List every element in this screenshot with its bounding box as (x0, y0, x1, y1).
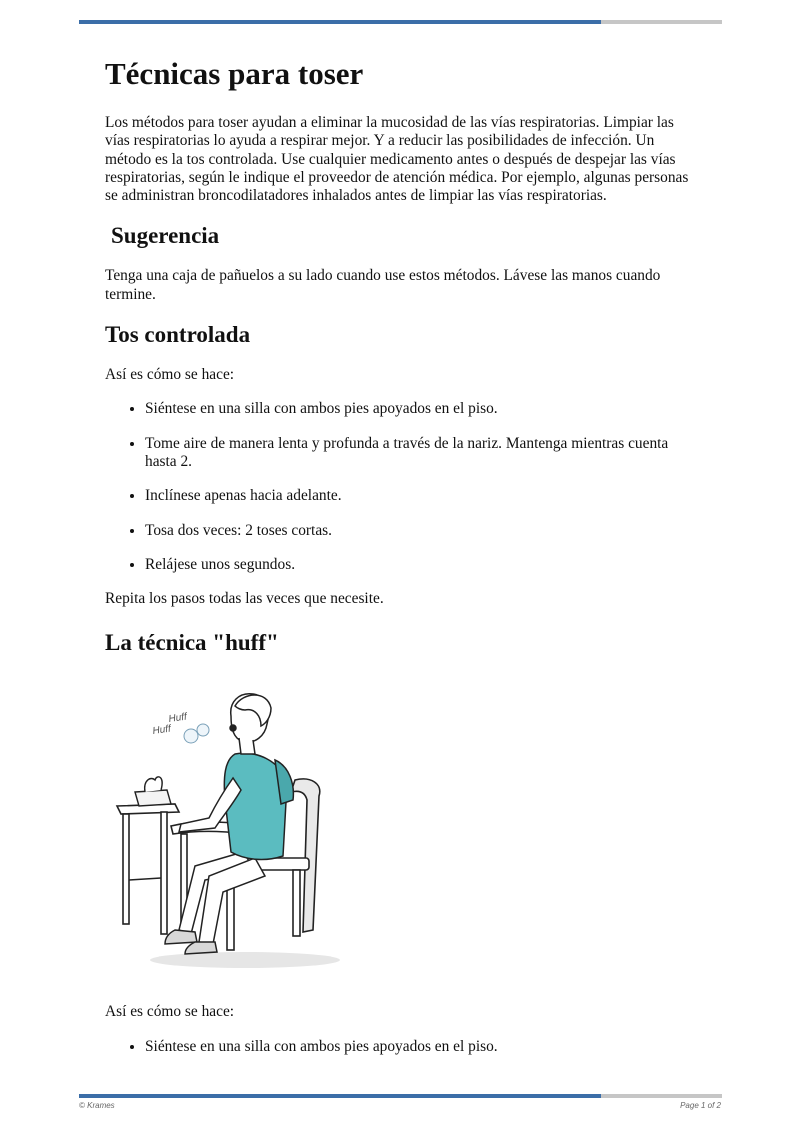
intro-paragraph: Los métodos para toser ayudan a eliminar la mucosidad de las vías respiratorias. Limpiar las vías respiratorias lo ayuda a respirar mejor. Y a reducir las posibilidades de infección. Un método es la tos controlada. Use cualquier medicamento antes o después de despejar las vías respiratorias, según le indique el proveedor de atención médica. Por ejemplo, algunas personas se administran broncodilatadores inhalados antes de limpiar las vías respiratorias. (105, 114, 689, 205)
page-title: Técnicas para toser (105, 56, 364, 91)
list-item: • Siéntese en una silla con ambos pies apoyados en el piso. (145, 1038, 700, 1056)
list-item: • Tosa dos veces: 2 toses cortas. (145, 522, 700, 540)
controlled-lead: Así es cómo se hace: (105, 366, 235, 384)
huff-heading: La técnica "huff" (105, 630, 279, 656)
huff-steps (105, 1038, 700, 1056)
page-number: Page 1 of 2 (680, 1101, 721, 1110)
controlled-closing: Repita los pasos todas las veces que necesite. (105, 590, 384, 608)
list-item: • Relájese unos segundos. (145, 556, 700, 574)
footer-rule (79, 1094, 722, 1098)
list-item: • Tome aire de manera lenta y profunda a través de la nariz. Mantenga mientras cuenta hasta 2. (145, 435, 700, 472)
tissue-box-icon (135, 777, 171, 806)
tip-text: Tenga una caja de pañuelos a su lado cuando use estos métodos. Lávese las manos cuando termine. (105, 267, 661, 303)
footer-copyright: © Krames (79, 1101, 115, 1110)
tip-heading: Sugerencia (111, 223, 220, 249)
huff-illustration (105, 680, 345, 980)
huff-lead: Así es cómo se hace: (105, 1003, 235, 1021)
breath-puff-icon (184, 724, 209, 743)
document-body (105, 54, 700, 1072)
list-item: • Inclínese apenas hacia adelante. (145, 487, 700, 505)
huff-word: Huff (151, 723, 172, 738)
controlled-heading: Tos controlada (105, 322, 251, 348)
header-rule (79, 20, 722, 24)
side-table (117, 804, 179, 934)
list-item: • Siéntese en una silla con ambos pies apoyados en el piso. (145, 400, 700, 418)
floor-shadow (150, 952, 340, 968)
huff-word: Huff (167, 711, 188, 726)
controlled-steps (105, 400, 700, 574)
